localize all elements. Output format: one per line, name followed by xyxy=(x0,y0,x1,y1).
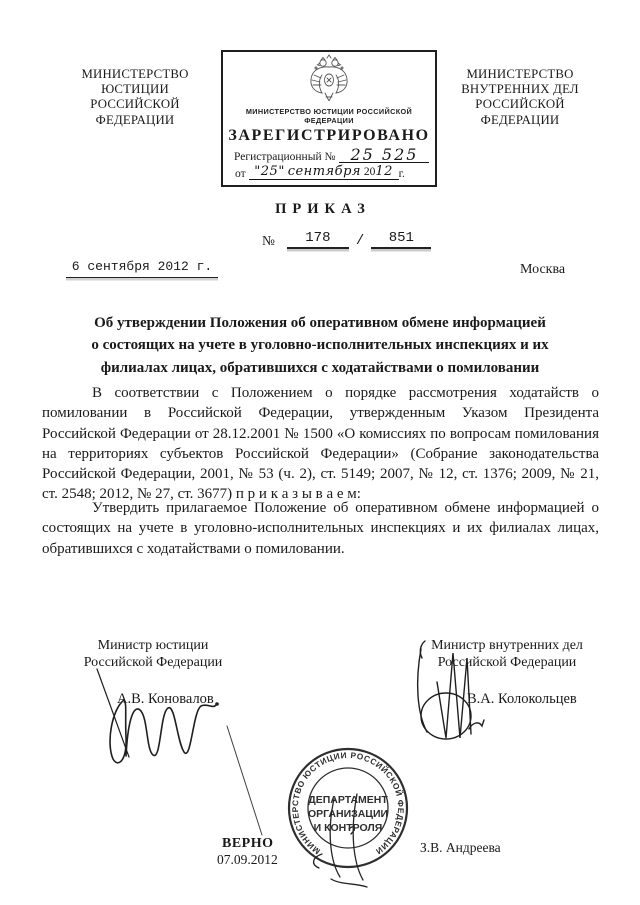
ministry-line: ЮСТИЦИИ xyxy=(101,82,169,97)
ministry-interior-block xyxy=(437,67,603,128)
date-year-printed: 20 xyxy=(363,166,376,178)
minister-title-line: Российской Федерации xyxy=(437,655,577,670)
registration-stamp xyxy=(221,50,437,187)
minister-title-line: Российской Федерации xyxy=(83,655,223,670)
date-year-hand: 12 xyxy=(375,164,393,179)
registration-number-value: 25 525 xyxy=(339,148,429,163)
order-number-second: 851 xyxy=(371,230,431,249)
minister-interior-name: В.А. Колокольцев xyxy=(467,691,577,707)
number-sign: № xyxy=(262,233,275,248)
order-number-first: 178 xyxy=(287,230,349,249)
ministry-line: ВНУТРЕННИХ ДЕЛ xyxy=(461,82,579,97)
ministry-line: ФЕДЕРАЦИИ xyxy=(480,112,560,127)
ministry-line: МИНИСТЕРСТВО xyxy=(466,67,574,81)
ministry-line: ФЕДЕРАЦИИ xyxy=(95,112,175,127)
order-number xyxy=(262,230,431,249)
number-slash: / xyxy=(355,233,365,249)
order-title-line: о состоящих на учете в уголовно-исполнительных инспекциях и их xyxy=(91,337,549,354)
order-title xyxy=(60,312,580,379)
minister-title-line: Министр юстиции xyxy=(97,638,209,653)
minister-title-line: Министр внутренних дел xyxy=(431,638,583,653)
order-heading: ПРИКАЗ xyxy=(275,201,371,217)
verno-date: 07.09.2012 xyxy=(217,852,278,867)
stamp-ministry-line: МИНИСТЕРСТВО ЮСТИЦИИ РОССИЙСКОЙ ФЕДЕРАЦИИ xyxy=(245,107,413,125)
date-g-label: г. xyxy=(398,168,405,180)
order-title-line: филиалах лицах, обратившихся с ходатайствами о помиловании xyxy=(100,359,540,376)
order-body-paragraph: В соответствии с Положением о порядке рассмотрения ходатайств о помиловании в Российской Федерации, утвержденным Указом Президента Российской Федерации от 28.12.2001 № 1500 «О комиссиях по вопросам помилования на территориях субъектов Российской Федерации» (Собрание законодательства Российской Федерации, 2001, № 53 (ч. 2), ст. 5149; 2007, № 12, ст. 1376; 2009, № 21, ст. 2548; 2012, № 27, ст. 3677) п р и к а з ы в а е м: xyxy=(42,385,599,503)
order-title-line: Об утверждении Положения об оперативном обмене информацией xyxy=(94,315,546,331)
registration-date-written xyxy=(249,165,399,180)
registration-number-label: Регистрационный № xyxy=(234,151,336,163)
ministry-justice-block xyxy=(52,67,218,128)
registered-label: ЗАРЕГИСТРИРОВАНО xyxy=(228,127,430,144)
ministry-line: МИНИСТЕРСТВО xyxy=(81,67,189,81)
ministry-line: РОССИЙСКОЙ xyxy=(90,97,180,112)
registration-number-field xyxy=(223,145,435,164)
date-from-label: от xyxy=(235,168,246,180)
minister-justice-title xyxy=(57,637,249,671)
seal-ring-text: МИНИСТЕРСТВО ЮСТИЦИИ РОССИЙСКОЙ ФЕДЕРАЦИИ xyxy=(289,749,407,857)
date-month: сентября xyxy=(287,164,362,179)
verno-mark: ВЕРНО xyxy=(222,836,274,851)
registration-date-field xyxy=(223,165,435,180)
coat-of-arms-icon xyxy=(223,54,435,106)
order-city: Москва xyxy=(520,262,566,277)
date-day: "25" xyxy=(254,164,285,179)
seal-center-line: ДЕПАРТАМЕНТ xyxy=(308,794,388,806)
seal-center-line: И КОНТРОЛЯ xyxy=(313,822,383,834)
order-body-paragraph: Утвердить прилагаемое Положение об оперативном обмене информацией о состоящих на учете в уголовно-исполнительных инспекциях и их филиалах лицах, обратившихся с ходатайствами о помиловании. xyxy=(42,500,599,557)
clerk-name: З.В. Андреева xyxy=(420,840,501,855)
round-seal xyxy=(282,746,414,877)
order-date: 6 сентября 2012 г. xyxy=(66,259,218,278)
minister-justice-name: А.В. Коновалов xyxy=(117,691,214,707)
seal-center-line: ОРГАНИЗАЦИИ xyxy=(307,808,389,820)
ministry-line: РОССИЙСКОЙ xyxy=(475,97,565,112)
minister-interior-title xyxy=(417,637,597,671)
